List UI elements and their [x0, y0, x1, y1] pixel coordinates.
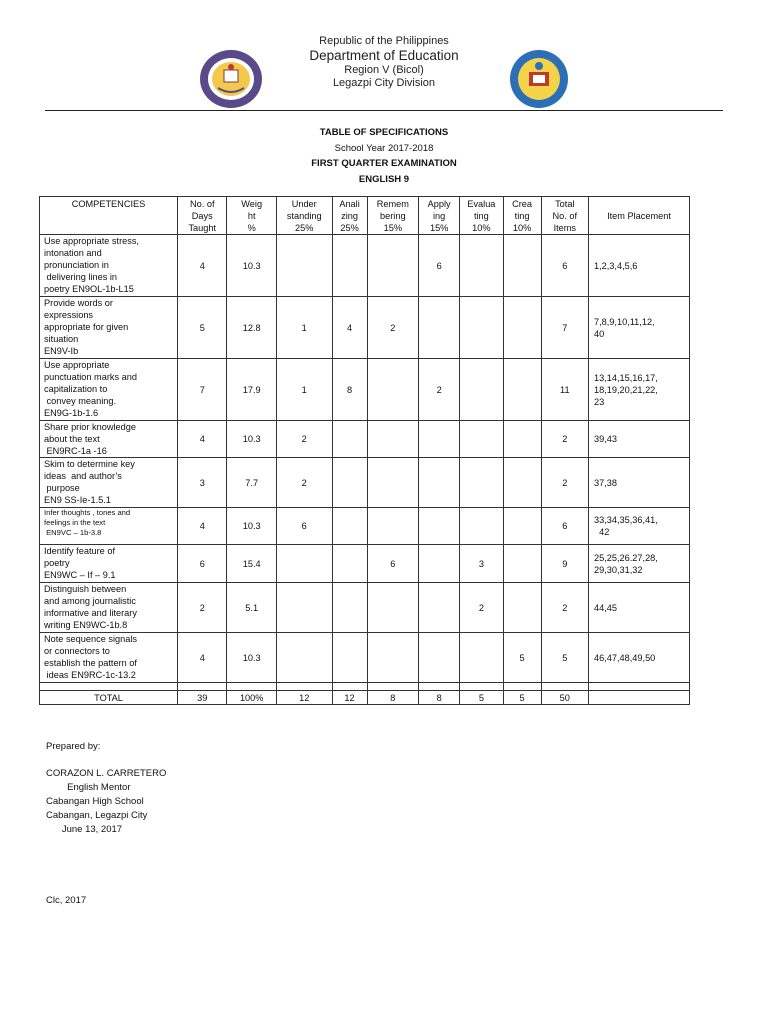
creating-cell	[503, 545, 541, 583]
competency-line: EN9G-1b-1.6	[44, 408, 99, 418]
competency-cell	[40, 458, 178, 508]
analizing-cell	[332, 508, 367, 545]
remembering-cell	[367, 508, 419, 545]
letterhead-country: Republic of the Philippines	[319, 35, 449, 47]
weight-cell: 7.7	[227, 458, 276, 508]
competency-line: ideas and author’s	[44, 471, 122, 481]
remembering-cell	[367, 359, 419, 421]
remembering-cell: 6	[367, 545, 419, 583]
days-cell: 6	[178, 545, 227, 583]
creating-cell	[503, 359, 541, 421]
understanding-cell: 1	[276, 359, 332, 421]
weight-cell: 10.3	[227, 508, 276, 545]
competency-line: establish the pattern of	[44, 658, 137, 668]
signatory-line: Cabangan High School	[46, 796, 144, 807]
competency-line: intonation and	[44, 248, 102, 258]
evaluating-cell: 3	[460, 545, 503, 583]
competency-line: informative and literary	[44, 608, 137, 618]
header-weight: Weig ht %	[227, 197, 276, 235]
competency-cell	[40, 508, 178, 545]
letterhead	[0, 34, 768, 90]
evaluating-cell	[460, 458, 503, 508]
header-competencies: COMPETENCIES	[40, 197, 178, 235]
item-placement-cell	[588, 421, 689, 458]
remembering-cell: 2	[367, 297, 419, 359]
item-placement-cell	[588, 583, 689, 633]
header-analizing: Anali zing 25%	[332, 197, 367, 235]
competency-line: Skim to determine key	[44, 459, 135, 469]
footer-note: Clc, 2017	[46, 895, 87, 906]
analizing-cell: 4	[332, 297, 367, 359]
creating-cell	[503, 508, 541, 545]
table-row	[40, 458, 690, 508]
weight-cell: 10.3	[227, 633, 276, 683]
creating-cell	[503, 458, 541, 508]
item-placement-line: 39,43	[593, 434, 617, 444]
remembering-cell	[367, 421, 419, 458]
competency-line: feelings in the text	[44, 518, 106, 527]
understanding-cell	[276, 633, 332, 683]
table-row	[40, 583, 690, 633]
competency-cell	[40, 359, 178, 421]
days-cell: 4	[178, 508, 227, 545]
item-placement-line: 40	[593, 328, 605, 339]
competency-line: writing EN9WC-1b.8	[44, 620, 128, 630]
applying-cell	[419, 583, 460, 633]
total-items-cell: 6	[541, 508, 588, 545]
item-placement-line: 46,47,48,49,50	[593, 652, 656, 663]
analizing-cell: 8	[332, 359, 367, 421]
deped-seal-logo	[509, 48, 569, 110]
specifications-table	[39, 196, 690, 705]
table-row	[40, 508, 690, 545]
weight-cell: 17.9	[227, 359, 276, 421]
competency-line: poetry EN9OL-1b-L15	[44, 284, 134, 294]
item-placement-line: 18,19,20,21,22,	[593, 384, 658, 395]
school-seal-logo	[198, 48, 264, 110]
signatory-block	[46, 767, 166, 837]
total-analizing: 12	[332, 691, 367, 705]
competency-line: EN9VC – 1b-3.8	[44, 528, 102, 537]
header-applying: Apply ing 15%	[419, 197, 460, 235]
competency-line: EN9RC-1a -16	[44, 446, 107, 456]
total-remembering: 8	[367, 691, 419, 705]
total-items: 50	[541, 691, 588, 705]
applying-cell	[419, 297, 460, 359]
competency-line: Identify feature of	[44, 546, 115, 556]
competency-line: Distinguish between	[44, 584, 127, 594]
item-placement-line: 7,8,9,10,11,12,	[593, 316, 655, 327]
days-cell: 4	[178, 235, 227, 297]
item-placement-cell	[588, 545, 689, 583]
total-items-cell: 2	[541, 458, 588, 508]
signatory-line: June 13, 2017	[46, 824, 123, 835]
weight-cell: 10.3	[227, 421, 276, 458]
item-placement-line: 37,38	[593, 477, 617, 488]
header-evaluating: Evalua ting 10%	[460, 197, 503, 235]
remembering-cell	[367, 583, 419, 633]
total-items-cell: 7	[541, 297, 588, 359]
letterhead-division: Legazpi City Division	[332, 77, 436, 89]
days-cell: 3	[178, 458, 227, 508]
analizing-cell	[332, 458, 367, 508]
creating-cell	[503, 583, 541, 633]
evaluating-cell	[460, 508, 503, 545]
analizing-cell	[332, 545, 367, 583]
total-weight: 100%	[227, 691, 276, 705]
subject-name: ENGLISH 9	[358, 173, 410, 185]
days-cell: 7	[178, 359, 227, 421]
competency-line: appropriate for given	[44, 322, 129, 332]
applying-cell	[419, 545, 460, 583]
days-cell: 4	[178, 633, 227, 683]
competency-line: situation	[44, 334, 79, 344]
total-understanding: 12	[276, 691, 332, 705]
competency-line: EN9V-Ib	[44, 346, 79, 356]
competency-line: punctuation marks and	[44, 372, 137, 382]
evaluating-cell	[460, 235, 503, 297]
table-row	[40, 421, 690, 458]
table-row	[40, 633, 690, 683]
signatory-line: English Mentor	[46, 782, 131, 793]
understanding-cell: 1	[276, 297, 332, 359]
competency-line: pronunciation in	[44, 260, 109, 270]
remembering-cell	[367, 633, 419, 683]
total-days: 39	[178, 691, 227, 705]
competency-line: EN9 SS-Ie-1.5.1	[44, 495, 111, 505]
competency-line: and among journalistic	[44, 596, 136, 606]
days-cell: 2	[178, 583, 227, 633]
evaluating-cell: 2	[460, 583, 503, 633]
applying-cell	[419, 633, 460, 683]
weight-cell: 12.8	[227, 297, 276, 359]
competency-line: expressions	[44, 310, 94, 320]
analizing-cell	[332, 421, 367, 458]
analizing-cell	[332, 633, 367, 683]
total-creating: 5	[503, 691, 541, 705]
table-row	[40, 235, 690, 297]
total-evaluating: 5	[460, 691, 503, 705]
understanding-cell	[276, 545, 332, 583]
header-divider	[45, 110, 723, 111]
item-placement-line: 23	[593, 396, 605, 407]
exam-name: FIRST QUARTER EXAMINATION	[311, 158, 457, 169]
competency-line: Use appropriate stress,	[44, 236, 139, 246]
competency-line: capitalization to	[44, 384, 108, 394]
creating-cell	[503, 421, 541, 458]
competency-line: purpose	[44, 483, 80, 493]
document-title: TABLE OF SPECIFICATIONS	[319, 127, 449, 138]
item-placement-line: 29,30,31,32	[593, 564, 643, 575]
table-header-row	[40, 197, 690, 235]
competency-line: Share prior knowledge	[44, 422, 136, 432]
understanding-cell: 6	[276, 508, 332, 545]
competency-line: ideas EN9RC-1c-13.2	[44, 670, 136, 680]
item-placement-line: 33,34,35,36,41,	[593, 515, 658, 525]
item-placement-cell	[588, 458, 689, 508]
item-placement-line: 25,25,26.27,28,	[593, 552, 658, 563]
item-placement-line: 42	[593, 527, 610, 537]
item-placement-line: 44,45	[593, 602, 617, 613]
competency-line: Infer thoughts , tones and	[44, 508, 131, 517]
creating-cell	[503, 235, 541, 297]
total-items-cell: 11	[541, 359, 588, 421]
total-items-cell: 6	[541, 235, 588, 297]
table-row	[40, 359, 690, 421]
item-placement-cell	[588, 633, 689, 683]
competency-line: Note sequence signals	[44, 634, 137, 644]
competency-line: Provide words or	[44, 298, 113, 308]
header-days: No. of Days Taught	[178, 197, 227, 235]
understanding-cell	[276, 583, 332, 633]
creating-cell	[503, 297, 541, 359]
school-year: School Year 2017-2018	[334, 142, 434, 154]
competency-line: convey meaning.	[44, 396, 117, 406]
header-total-items: Total No. of Items	[541, 197, 588, 235]
days-cell: 5	[178, 297, 227, 359]
header-item-placement: Item Placement	[588, 197, 689, 235]
weight-cell: 15.4	[227, 545, 276, 583]
analizing-cell	[332, 583, 367, 633]
item-placement-cell	[588, 235, 689, 297]
applying-cell: 2	[419, 359, 460, 421]
evaluating-cell	[460, 359, 503, 421]
understanding-cell: 2	[276, 458, 332, 508]
total-items-cell: 9	[541, 545, 588, 583]
item-placement-cell	[588, 297, 689, 359]
competency-cell	[40, 633, 178, 683]
header-understanding: Under standing 25%	[276, 197, 332, 235]
competency-line: about the text	[44, 434, 100, 444]
competency-line: delivering lines in	[44, 272, 118, 282]
signatory-line: CORAZON L. CARRETERO	[46, 768, 167, 779]
competency-cell	[40, 297, 178, 359]
spacer-row	[40, 683, 690, 691]
table-row	[40, 297, 690, 359]
header-creating: Crea ting 10%	[503, 197, 541, 235]
evaluating-cell	[460, 421, 503, 458]
item-placement-cell	[588, 508, 689, 545]
evaluating-cell	[460, 297, 503, 359]
understanding-cell: 2	[276, 421, 332, 458]
competency-line: or connectors to	[44, 646, 110, 656]
letterhead-department: Department of Education	[309, 48, 459, 63]
weight-cell: 10.3	[227, 235, 276, 297]
understanding-cell	[276, 235, 332, 297]
total-items-cell: 5	[541, 633, 588, 683]
competency-cell	[40, 235, 178, 297]
competency-line: Use appropriate	[44, 360, 110, 370]
prepared-by-label: Prepared by:	[46, 741, 101, 752]
total-row	[40, 691, 690, 705]
evaluating-cell	[460, 633, 503, 683]
remembering-cell	[367, 235, 419, 297]
applying-cell: 6	[419, 235, 460, 297]
competency-cell	[40, 583, 178, 633]
remembering-cell	[367, 458, 419, 508]
applying-cell	[419, 508, 460, 545]
competency-line: EN9WC – If – 9.1	[44, 570, 116, 580]
weight-cell: 5.1	[227, 583, 276, 633]
analizing-cell	[332, 235, 367, 297]
table-row	[40, 545, 690, 583]
item-placement-line: 13,14,15,16,17,	[593, 372, 658, 383]
item-placement-cell	[588, 359, 689, 421]
total-applying: 8	[419, 691, 460, 705]
creating-cell: 5	[503, 633, 541, 683]
letterhead-region: Region V (Bicol)	[344, 64, 424, 76]
total-label: TOTAL	[40, 691, 178, 705]
days-cell: 4	[178, 421, 227, 458]
competency-line: poetry	[44, 558, 70, 568]
total-item-placement	[588, 691, 689, 705]
competency-cell	[40, 545, 178, 583]
item-placement-line: 1,2,3,4,5,6	[593, 260, 638, 271]
signatory-line: Cabangan, Legazpi City	[46, 810, 148, 821]
applying-cell	[419, 421, 460, 458]
header-remembering: Remem bering 15%	[367, 197, 419, 235]
competency-cell	[40, 421, 178, 458]
total-items-cell: 2	[541, 421, 588, 458]
total-items-cell: 2	[541, 583, 588, 633]
applying-cell	[419, 458, 460, 508]
document-titles	[0, 125, 768, 187]
